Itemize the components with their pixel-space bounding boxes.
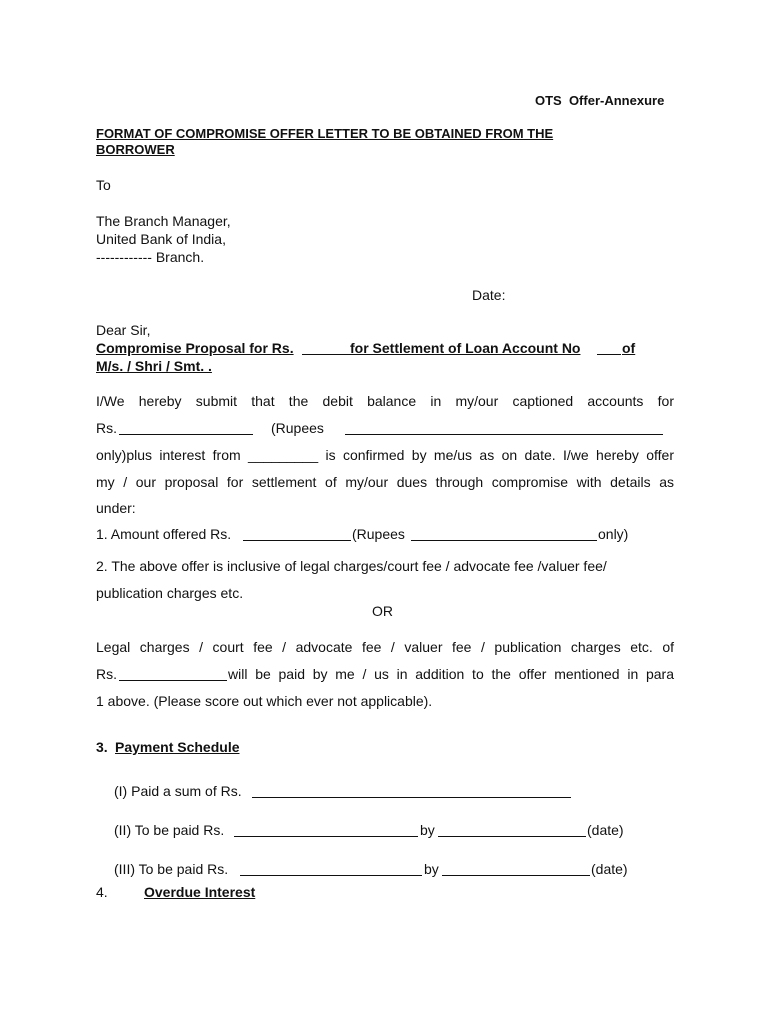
salutation: Dear Sir,: [96, 322, 151, 338]
subject-part1: Compromise Proposal for Rs.: [96, 340, 294, 356]
payment-item-iii-amount-blank: [240, 875, 422, 876]
item1-rupees-label: (Rupees: [352, 526, 405, 542]
para1-rupees-label: (Rupees: [271, 420, 324, 436]
subject-account-blank: [597, 354, 621, 355]
or-label: OR: [372, 603, 393, 619]
payment-item-ii-by-blank: [438, 836, 586, 837]
annexure-label: OTS Offer-Annexure: [535, 93, 665, 108]
payment-item-iii-by-blank: [442, 875, 590, 876]
para1-rupees-blank: [345, 434, 663, 435]
para1-rs-label: Rs.: [96, 420, 117, 436]
legal-line2-rest: will be paid by me / us in addition to the offer mentioned in para: [228, 666, 674, 682]
payment-heading: Payment Schedule: [115, 739, 240, 755]
subject-amount-blank: [302, 354, 350, 355]
para1-line4: my / our proposal for settlement of my/our dues through compromise with details as: [96, 474, 674, 490]
legal-line1: Legal charges / court fee / advocate fee / valuer fee / publication charges etc. of: [96, 639, 674, 655]
to-label: To: [96, 177, 111, 193]
document-title-line2: BORROWER: [96, 142, 175, 157]
subject-line2: M/s. / Shri / Smt. .: [96, 358, 212, 374]
payment-item-iii-date: (date): [591, 861, 628, 877]
overdue-heading: Overdue Interest: [144, 884, 256, 900]
payment-item-ii-by: by: [420, 822, 435, 838]
subject-part2: for Settlement of Loan Account No: [350, 340, 581, 356]
date-label: Date:: [472, 287, 506, 303]
item1-amount-label: 1. Amount offered Rs.: [96, 526, 232, 542]
subject-part3: of: [622, 340, 636, 356]
payment-number: 3.: [96, 739, 108, 755]
para1-line5: under:: [96, 500, 136, 516]
legal-rs-blank: [119, 680, 227, 681]
address-line1: The Branch Manager,: [96, 213, 231, 229]
item2-line1: 2. The above offer is inclusive of legal charges/court fee / advocate fee /valuer fee/: [96, 558, 607, 574]
legal-rs-label: Rs.: [96, 666, 117, 682]
address-line2: United Bank of India,: [96, 231, 226, 247]
payment-item-i-blank: [252, 797, 571, 798]
address-line3: ------------ Branch.: [96, 249, 205, 265]
item2-line2: publication charges etc.: [96, 585, 244, 601]
para1-rs-blank: [119, 434, 253, 435]
item1-only-label: only): [598, 526, 629, 542]
payment-item-iii-label: (III) To be paid Rs.: [114, 861, 229, 877]
overdue-number: 4.: [96, 884, 108, 900]
legal-line3: 1 above. (Please score out which ever not applicable).: [96, 693, 433, 709]
para1-line3: only)plus interest from _________ is confirmed by me/us as on date. I/we hereby offer: [96, 447, 674, 463]
item1-rupees-blank: [411, 540, 597, 541]
para1-line1: I/We hereby submit that the debit balance in my/our captioned accounts for: [96, 393, 674, 409]
payment-item-ii-amount-blank: [234, 836, 418, 837]
document-title-line1: FORMAT OF COMPROMISE OFFER LETTER TO BE OBTAINED FROM THE: [96, 126, 554, 141]
payment-item-i-label: (I) Paid a sum of Rs.: [114, 783, 242, 799]
item1-amount-blank: [243, 540, 351, 541]
payment-item-iii-by: by: [424, 861, 439, 877]
payment-item-ii-date: (date): [587, 822, 624, 838]
payment-item-ii-label: (II) To be paid Rs.: [114, 822, 225, 838]
